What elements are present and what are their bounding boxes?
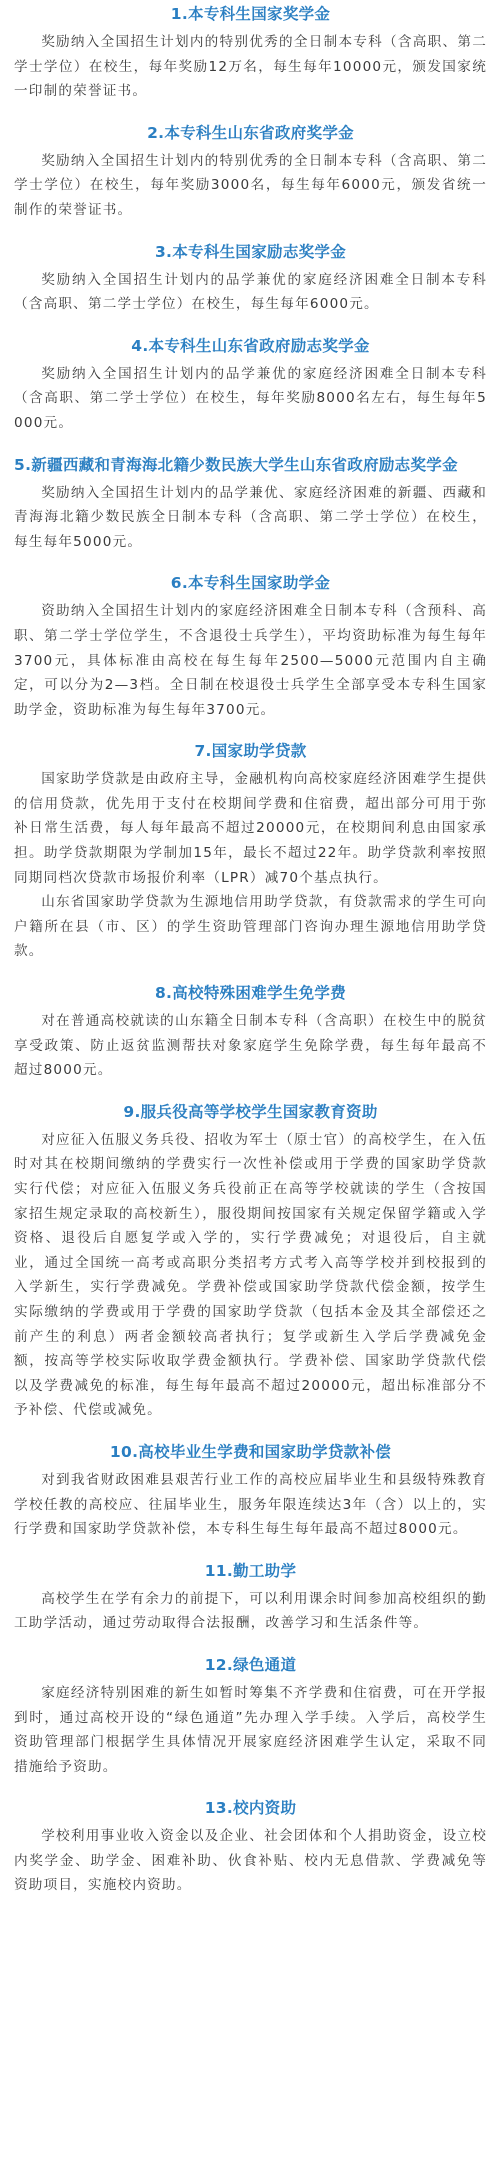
section-heading: 10.高校毕业生学费和国家助学贷款补偿 xyxy=(109,1442,392,1461)
section-paragraph: 学校利用事业收入资金以及企业、社会团体和个人捐助资金，设立校内奖学金、助学金、困难补助、伙食补贴、校内无息借款、学费减免等资助项目，实施校内资助。 xyxy=(14,1828,487,1894)
section-heading: 1.本专科生国家奖学金 xyxy=(170,5,331,23)
section-heading: 13.校内资助 xyxy=(204,1799,297,1818)
section-paragraph: 资助纳入全国招生计划内的家庭经济困难全日制本专科（含预科、高职、第二学士学位学生，不含退役士兵学生），平均资助标准为每生每年3700元，具体标准由高校在每生每年2500—5000元范围内自主确定，可以分为2—3档。全日制在校退役士兵学生全部享受本专科生国家助学金，资助标准为每生每年3700元。 xyxy=(14,603,487,718)
section-2 xyxy=(14,121,487,223)
section-12 xyxy=(14,1653,487,1779)
section-paragraph: 高校学生在学有余力的前提下，可以利用课余时间参加高校组织的勤工助学活动，通过劳动取得合法报酬，改善学习和生活条件等。 xyxy=(14,1590,487,1632)
section-paragraph: 对应征入伍服义务兵役、招收为军士（原士官）的高校学生，在入伍时对其在校期间缴纳的学费实行一次性补偿或用于学费的国家助学贷款实行代偿；对应征入伍服义务兵役前正在高等学校就读的学生（含按国家招生规定录取的高校新生），服役期间按国家有关规定保留学籍或入学资格、退役后自愿复学或入学的，实行学费减免；对退役后，自主就业，通过全国统一高考或高职分类招考方式考入高等学校并到校报到的入学新生，实行学费减免。学费补偿或国家助学贷款代偿金额，按学生实际缴纳的学费或用于学费的国家助学贷款（包括本金及其全部偿还之前产生的利息）两者金额较高者执行；复学或新生入学后学费减免金额，按高等学校实际收取学费金额执行。学费补偿、国家助学贷款代偿以及学费减免的标准，每生每年最高不超过20000元，超出标准部分不予补偿、代偿或减免。 xyxy=(14,1131,487,1419)
section-6 xyxy=(14,571,487,722)
section-13 xyxy=(14,1796,487,1898)
section-heading: 12.绿色通道 xyxy=(204,1655,297,1674)
section-heading: 7.国家助学贷款 xyxy=(194,742,307,761)
section-paragraph: 山东省国家助学贷款为生源地信用助学贷款，有贷款需求的学生可向户籍所在县（市、区）的学生资助管理部门咨询办理生源地信用助学贷款。 xyxy=(14,894,487,960)
section-7 xyxy=(14,739,487,964)
section-8 xyxy=(14,981,487,1083)
section-3 xyxy=(14,240,487,317)
section-1 xyxy=(14,2,487,104)
section-11 xyxy=(14,1559,487,1636)
section-paragraph: 对在普通高校就读的山东籍全日制本专科（含高职）在校生中的脱贫享受政策、防止返贫监测帮扶对象家庭学生免除学费，每生每年最高不超过8000元。 xyxy=(14,1013,487,1079)
section-9 xyxy=(14,1100,487,1423)
section-paragraph: 奖励纳入全国招生计划内的品学兼优、家庭经济困难的新疆、西藏和青海海北籍少数民族全日制本专科（含高职、第二学士学位）在校生，每生每年5000元。 xyxy=(14,484,487,550)
section-heading: 11.勤工助学 xyxy=(204,1561,297,1580)
section-heading: 9.服兵役高等学校学生国家教育资助 xyxy=(123,1102,378,1121)
section-heading: 2.本专科生山东省政府奖学金 xyxy=(147,123,354,142)
section-heading: 8.高校特殊困难学生免学费 xyxy=(154,984,347,1003)
section-5 xyxy=(14,453,487,555)
section-paragraph: 家庭经济特别困难的新生如暂时筹集不齐学费和住宿费，可在开学报到时，通过高校开设的“绿色通道”先办理入学手续。入学后，高校学生资助管理部门根据学生具体情况开展家庭经济困难学生认定，采取不同措施给予资助。 xyxy=(14,1684,487,1775)
section-heading: 3.本专科生国家励志奖学金 xyxy=(154,242,347,261)
section-paragraph: 奖励纳入全国招生计划内的品学兼优的家庭经济困难全日制本专科（含高职、第二学士学位）在校生，每年奖励8000名左右，每生每年5000元。 xyxy=(14,365,487,431)
section-10 xyxy=(14,1440,487,1542)
section-4 xyxy=(14,334,487,436)
section-heading: 5.新疆西藏和青海海北籍少数民族大学生山东省政府励志奖学金 xyxy=(14,455,458,474)
section-heading: 6.本专科生国家助学金 xyxy=(170,574,331,593)
section-paragraph: 奖励纳入全国招生计划内的品学兼优的家庭经济困难全日制本专科（含高职、第二学士学位）在校生，每生每年6000元。 xyxy=(14,271,487,313)
section-paragraph: 国家助学贷款是由政府主导，金融机构向高校家庭经济困难学生提供的信用贷款，优先用于支付在校期间学费和住宿费，超出部分可用于弥补日常生活费，每人每年最高不超过20000元，在校期间利息由国家承担。助学贷款期限为学制加15年，最长不超过22年。助学贷款利率按照同期同档次贷款市场报价利率（LPR）减70个基点执行。 xyxy=(14,771,487,886)
section-paragraph: 对到我省财政困难县艰苦行业工作的高校应届毕业生和县级特殊教育学校任教的高校应、往届毕业生，服务年限连续达3年（含）以上的，实行学费和国家助学贷款补偿，本专科生每生每年最高不超过8000元。 xyxy=(14,1471,487,1538)
section-paragraph: 奖励纳入全国招生计划内的特别优秀的全日制本专科（含高职、第二学士学位）在校生，每年奖励12万名，每生每年10000元，颁发国家统一印制的荣誉证书。 xyxy=(14,34,487,100)
section-paragraph: 奖励纳入全国招生计划内的特别优秀的全日制本专科（含高职、第二学士学位）在校生，每年奖励3000名，每生每年6000元，颁发省统一制作的荣誉证书。 xyxy=(14,152,487,218)
section-heading: 4.本专科生山东省政府励志奖学金 xyxy=(131,336,370,355)
